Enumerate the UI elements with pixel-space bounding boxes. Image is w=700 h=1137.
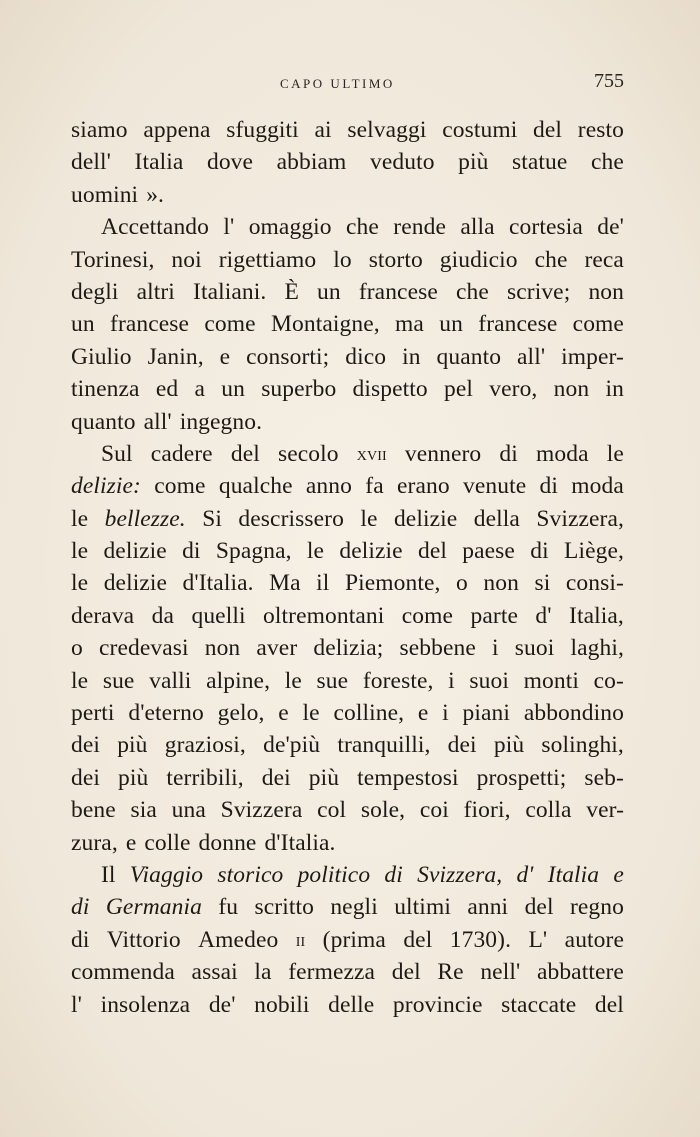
text-line: delizie: come qualche anno fa erano venute di moda <box>71 473 624 500</box>
text-line: dei più graziosi, de'più tranquilli, dei più solinghi, <box>71 732 624 759</box>
text-line: bene sia una Svizzera col sole, coi fiori, colla ver- <box>71 797 624 824</box>
text-line: Giulio Janin, e consorti; dico in quanto all' imper- <box>71 343 624 370</box>
text-line: commenda assai la fermezza del Re nell' abbattere <box>71 959 624 986</box>
text-line: di Vittorio Amedeo ii (prima del 1730). L' autore <box>71 926 624 953</box>
text-line: le sue valli alpine, le sue foreste, i suoi monti co- <box>71 667 624 694</box>
body-text <box>71 114 624 1021</box>
text-line: siamo appena sfuggiti ai selvaggi costumi del resto <box>71 117 624 143</box>
text-line: tinenza ed a un superbo dispetto pel vero, non in <box>71 376 624 403</box>
text-line: quanto all' ingegno. <box>71 408 263 435</box>
text-line: perti d'eterno gelo, e le colline, e i piani abbondino <box>71 700 624 727</box>
text-line: Accettando l' omaggio che rende alla cortesia de' <box>101 214 624 241</box>
text-line: uomini ». <box>71 181 165 208</box>
text-line: Sul cadere del secolo xvii vennero di moda le <box>101 440 624 467</box>
running-head: CAPO ULTIMO <box>280 76 395 91</box>
text-line: o credevasi non aver delizia; sebbene i suoi laghi, <box>71 635 624 662</box>
page-number: 755 <box>594 70 624 92</box>
text-line: derava da quelli oltremontani come parte d' Italia, <box>71 602 624 629</box>
text-line: un francese come Montaigne, ma un francese come <box>71 311 624 338</box>
text-line: degli altri Italiani. È un francese che scrive; non <box>71 278 624 305</box>
text-line: Il Viaggio storico politico di Svizzera, d' Italia e <box>101 861 624 888</box>
text-line: dei più terribili, dei più tempestosi prospetti; seb- <box>71 764 624 791</box>
text-line: dell' Italia dove abbiam veduto più statue che <box>71 149 624 176</box>
text-line: di Germania fu scritto negli ultimi anni del regno <box>71 894 624 921</box>
text-line: l' insolenza de' nobili delle provincie staccate del <box>71 991 624 1018</box>
text-line: le delizie d'Italia. Ma il Piemonte, o non si consi- <box>71 570 624 597</box>
text-line: le bellezze. Si descrissero le delizie della Svizzera, <box>71 505 624 532</box>
text-line: Torinesi, noi rigettiamo lo storto giudicio che reca <box>71 246 624 273</box>
text-line: zura, e colle donne d'Italia. <box>71 829 336 856</box>
text-line: le delizie di Spagna, le delizie del paese di Liège, <box>71 538 624 565</box>
